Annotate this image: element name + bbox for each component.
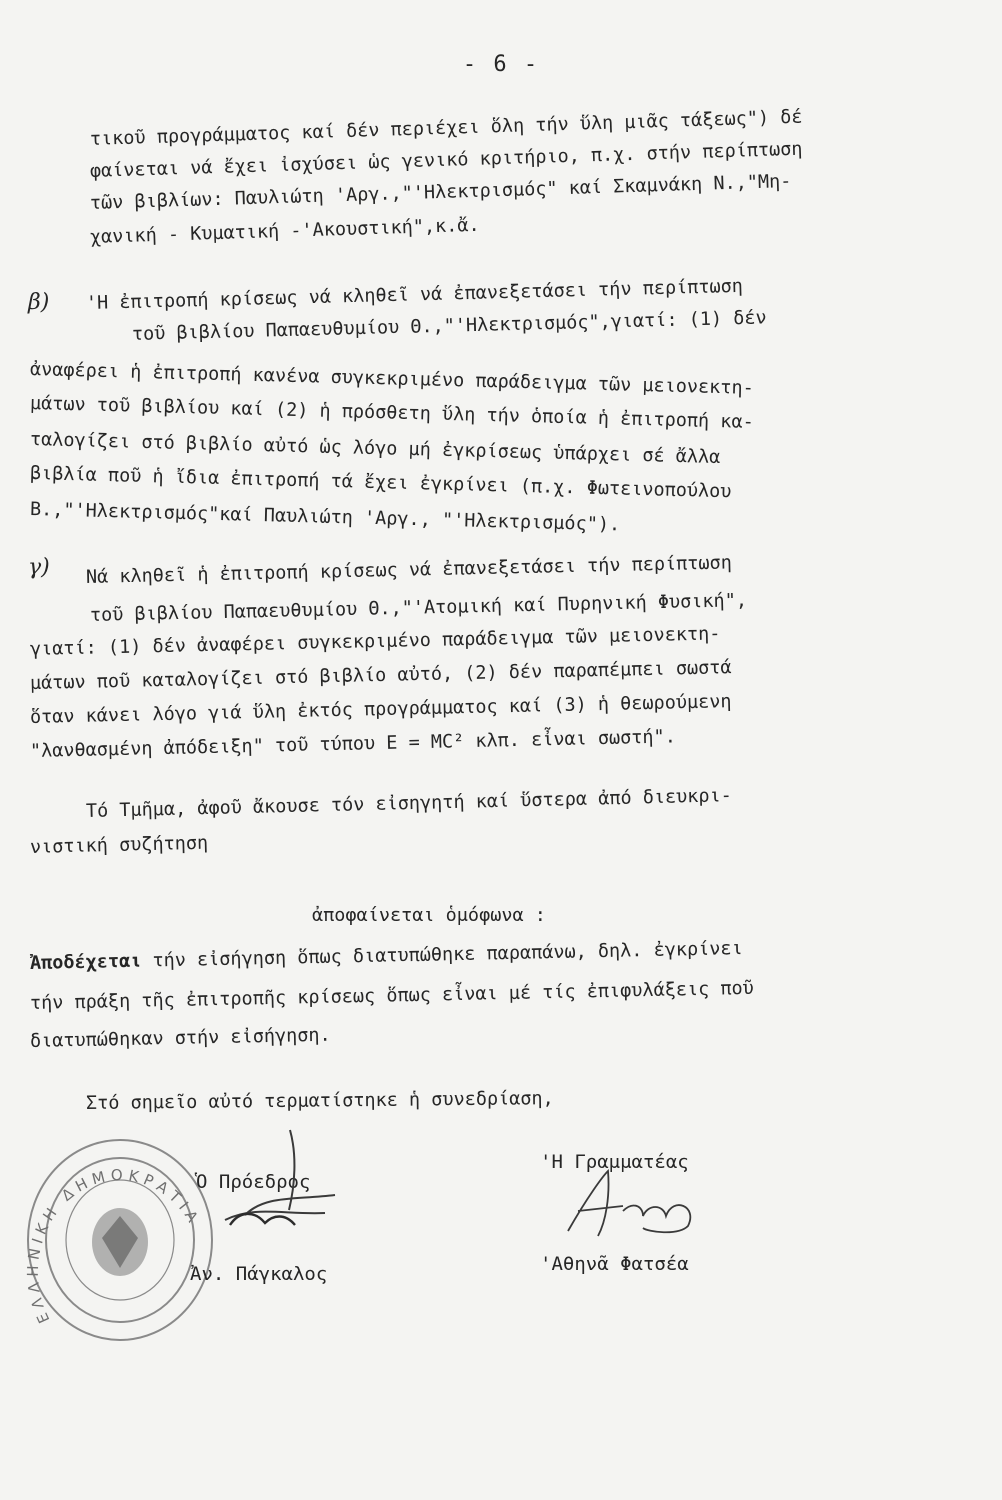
- secretary-title: 'Η Γραμματέας: [540, 1151, 689, 1173]
- decision-line-first: [30, 937, 743, 976]
- decision-line: τήν πράξη τῆς ἐπιτροπῆς κρίσεως ὅπως εἶναι μέ τίς ἐπιφυλάξεις ποῦ: [29, 977, 755, 1014]
- section-b-line: ἀναφέρει ἡ ἐπιτροπή κανένα συγκεκριμένο παράδειγμα τῶν μειονεκτη-: [29, 359, 755, 399]
- secretary-signature: [548, 1166, 708, 1246]
- section-b-label: β): [28, 290, 50, 315]
- section-a-line: τικοῦ προγράμματος καί δέν περιέχει ὅλη τήν ὕλη μιᾶς τάξεως") δέ: [89, 106, 803, 150]
- section-a-line: τῶν βιβλίων: Παυλιώτη 'Αργ.,"'Ηλεκτρισμός" καί Σκαμνάκη Ν.,"Μη-: [89, 170, 792, 214]
- section-c-label: γ): [28, 555, 50, 580]
- seal-text: ΕΛΛΗΝΙΚΗ ΔΗΜΟΚΡΑΤΙΑ: [23, 1166, 205, 1326]
- president-signature: [185, 1125, 345, 1245]
- section-b-line: 'Η ἐπιτροπή κρίσεως νά κληθεῖ νά ἐπανεξετάσει τήν περίπτωση: [85, 275, 744, 314]
- decision-first-rest: τήν εἰσήγηση ὅπως διατυπώθηκε παραπάνω, δηλ. ἐγκρίνει: [141, 938, 743, 972]
- section-b-line: ταλογίζει στό βιβλίο αὐτό ὡς λόγο μή ἐγκρίσεως ὑπάρχει σέ ἄλλα: [29, 429, 721, 469]
- department-line: νιστική συζήτηση: [29, 832, 209, 858]
- section-a-line: φαίνεται νά ἔχει ἰσχύσει ὡς γενικό κριτήριο, π.χ. στήν περίπτωση: [89, 138, 803, 182]
- section-c-line: τοῦ βιβλίου Παπαευθυμίου Θ.,"'Ατομική καί Πυρηνική Φυσική",: [89, 590, 748, 626]
- decision-heading: ἀποφαίνεται ὁμόφωνα :: [312, 905, 546, 926]
- section-b-line: βιβλία ποῦ ἡ ἴδια ἐπιτροπή τά ἔχει ἐγκρίνει (π.χ. Φωτεινοπούλου: [29, 463, 732, 503]
- department-line: Τό Τμῆμα, ἀφοῦ ἄκουσε τόν εἰσηγητή καί ὕστερα ἀπό διευκρι-: [85, 785, 733, 822]
- decision-line: διατυπώθηκαν στήν εἰσήγηση.: [29, 1024, 331, 1052]
- section-c-line: Νά κληθεῖ ἡ ἐπιτροπή κρίσεως νά ἐπανεξετάσει τήν περίπτωση: [85, 552, 733, 588]
- closing-line: Στό σημεῖο αὐτό τερματίστηκε ἡ συνεδρίαση,: [85, 1088, 554, 1114]
- section-c-line: γιατί: (1) δέν ἀναφέρει συγκεκριμένο παράδειγμα τῶν μειονεκτη-: [29, 623, 721, 660]
- section-b-line: μάτων τοῦ βιβλίου καί (2) ἡ πρόσθετη ὕλη τήν ὁποία ἡ ἐπιτροπή κα-: [29, 393, 755, 433]
- section-a-line: χανική - Κυματική -'Ακουστική",κ.ἄ.: [89, 214, 480, 248]
- page-number: - 6 -: [462, 52, 540, 77]
- section-c-line: ὅταν κάνει λόγο γιά ὕλη ἐκτός προγράμματος καί (3) ἡ θεωρούμενη: [29, 691, 732, 728]
- secretary-name: 'Αθηνᾶ Φατσέα: [540, 1253, 689, 1275]
- section-b-line: τοῦ βιβλίου Παπαευθυμίου Θ.,"'Ηλεκτρισμός",γιατί: (1) δέν: [131, 307, 767, 345]
- decision-lead: Ἀποδέχεται: [29, 950, 142, 974]
- section-c-line: "λανθασμένη ἀπόδειξη" τοῦ τύπου E = MC² κλπ. εἶναι σωστή".: [29, 726, 677, 762]
- section-c-line: μάτων ποῦ καταλογίζει στό βιβλίο αὐτό, (2) δέν παραπέμπει σωστά: [29, 657, 732, 694]
- section-b-line: Β.,"'Ηλεκτρισμός"καί Παυλιώτη 'Αργ., "'Ηλεκτρισμός").: [29, 499, 621, 536]
- president-name: Ἀν. Πάγκαλος: [190, 1263, 328, 1285]
- president-title: Ὁ Πρόεδρος: [196, 1171, 311, 1193]
